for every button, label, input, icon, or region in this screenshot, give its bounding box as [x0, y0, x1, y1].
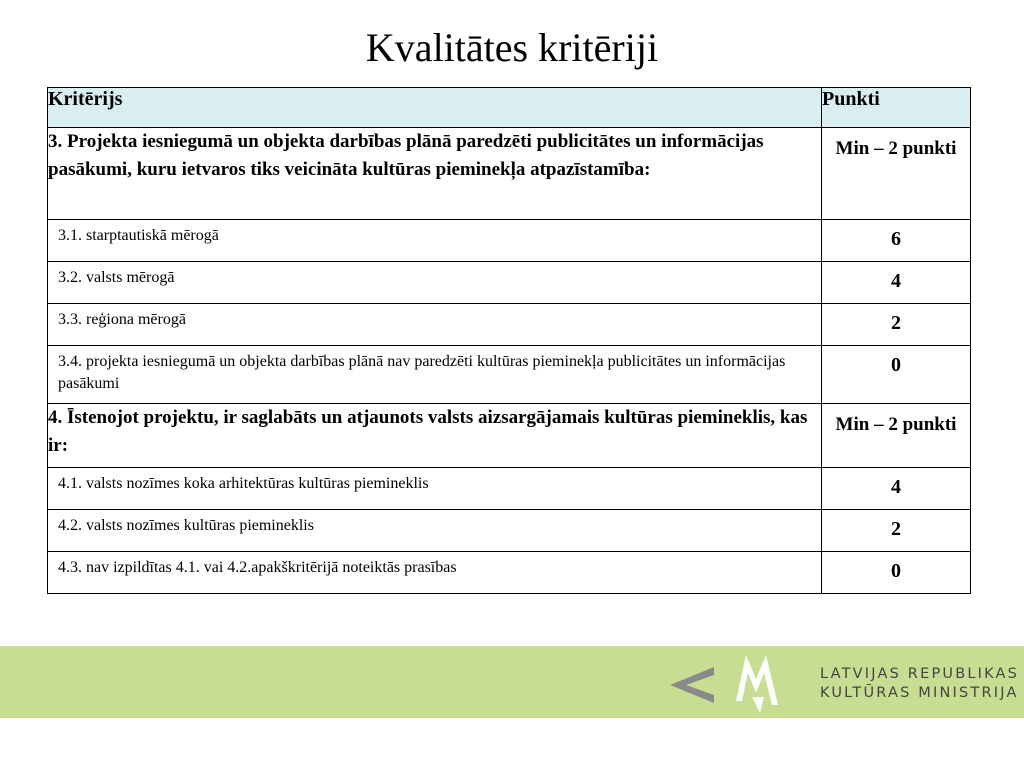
header-points: Punkti	[822, 88, 971, 128]
table-row	[48, 510, 971, 552]
ministry-name-line2: KULTŪRAS MINISTRIJA	[820, 685, 1019, 701]
ministry-name	[820, 665, 1019, 703]
criterion-cell: 3.1. starptautiskā mērogā	[48, 220, 822, 262]
table-row	[48, 128, 971, 220]
criterion-cell: 4. Īstenojot projektu, ir saglabāts un atjaunots valsts aizsargājamais kultūras piemineklis, kas ir:	[48, 404, 822, 468]
page-title: Kvalitātes kritēriji	[365, 25, 659, 70]
table-row	[48, 468, 971, 510]
criterion-cell: 4.1. valsts nozīmes koka arhitektūras kultūras piemineklis	[48, 468, 822, 510]
points-cell: 6	[822, 220, 971, 262]
table-row	[48, 404, 971, 468]
points-cell: Min – 2 punkti	[822, 404, 971, 468]
criterion-cell: 4.2. valsts nozīmes kultūras piemineklis	[48, 510, 822, 552]
criterion-cell: 3.4. projekta iesniegumā un objekta darbības plānā nav paredzēti kultūras pieminekļa publicitātes un informācijas pasākumi	[48, 346, 822, 404]
table-row	[48, 220, 971, 262]
points-cell: 0	[822, 346, 971, 404]
points-cell: 4	[822, 468, 971, 510]
points-cell: 0	[822, 552, 971, 594]
points-cell: Min – 2 punkti	[822, 128, 971, 220]
criterion-cell: 4.3. nav izpildītas 4.1. vai 4.2.apakškritērijā noteiktās prasības	[48, 552, 822, 594]
criteria-table	[47, 87, 971, 594]
table-header-row	[48, 88, 971, 128]
table-row	[48, 346, 971, 404]
criterion-cell: 3.2. valsts mērogā	[48, 262, 822, 304]
table-row	[48, 262, 971, 304]
header-criterion: Kritērijs	[48, 88, 822, 128]
criterion-cell: 3. Projekta iesniegumā un objekta darbības plānā paredzēti publicitātes un informācijas pasākumi, kuru ietvaros tiks veicināta kultūras pieminekļa atpazīstamība:	[48, 128, 822, 220]
table-row	[48, 304, 971, 346]
ministry-logo-icon	[668, 651, 804, 715]
points-cell: 4	[822, 262, 971, 304]
criterion-cell: 3.3. reģiona mērogā	[48, 304, 822, 346]
points-cell: 2	[822, 510, 971, 552]
ministry-name-line1: LATVIJAS REPUBLIKAS	[820, 666, 1020, 682]
points-cell: 2	[822, 304, 971, 346]
table-row	[48, 552, 971, 594]
